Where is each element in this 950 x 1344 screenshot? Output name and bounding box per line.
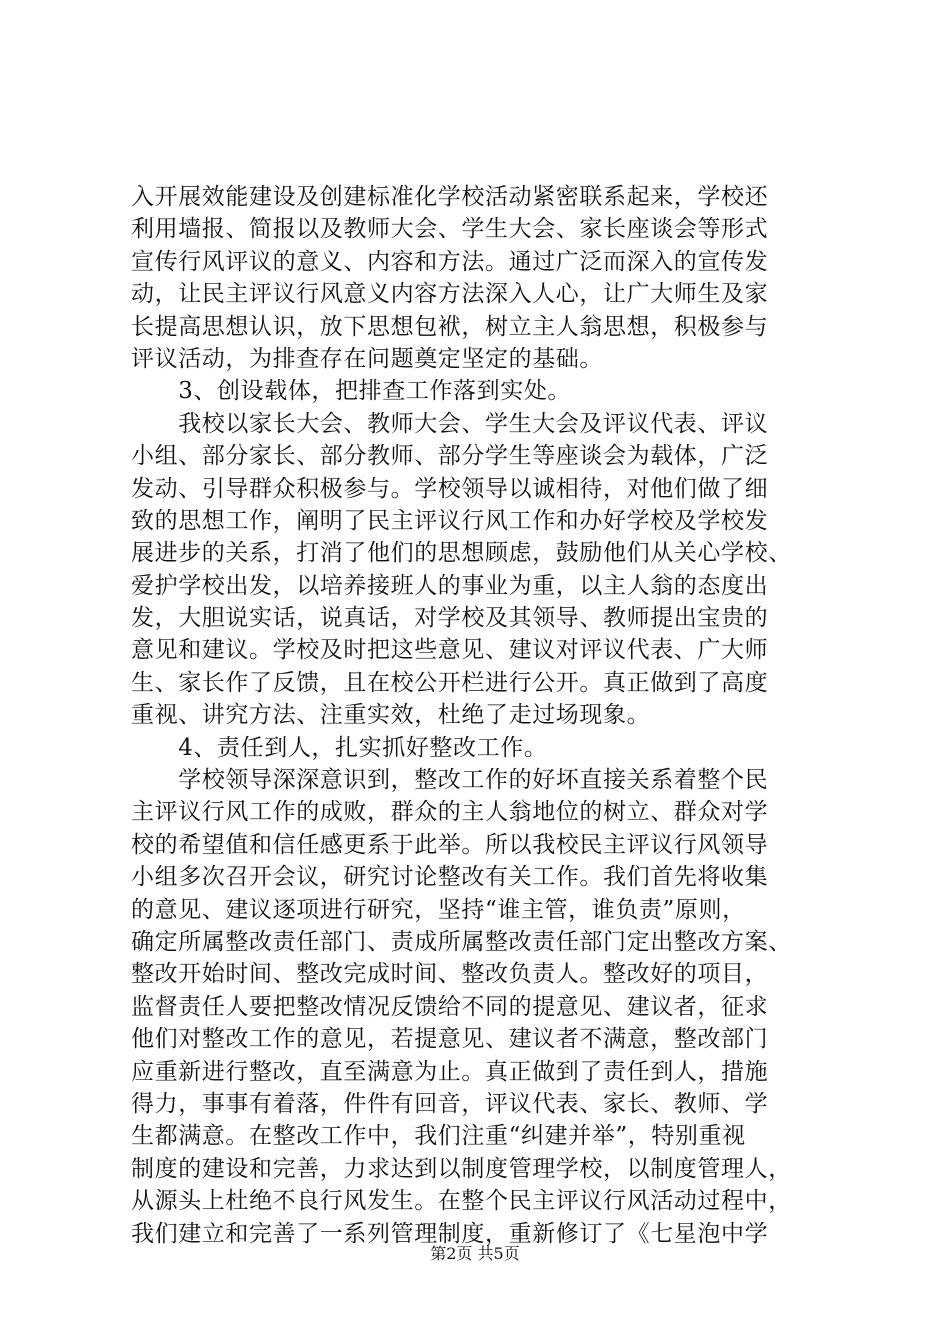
text-line: 3、创设载体，把排查工作落到实处。 (131, 378, 572, 405)
text-line: 我们建立和完善了一系列管理制度，重新修订了《七星泡中学 (131, 1220, 769, 1247)
text-line: 利用墙报、简报以及教师大会、学生大会、家长座谈会等形式 (131, 216, 769, 243)
text-line: 主评议行风工作的成败，群众的主人翁地位的树立、群众对学 (131, 799, 769, 826)
text-line: 得力，事事有着落，件件有回音，评议代表、家长、教师、学 (131, 1090, 769, 1117)
text-line: 意见和建议。学校及时把这些意见、建议对评议代表、广大师 (131, 637, 769, 664)
text-line: 他们对整改工作的意见，若提意见、建议者不满意，整改部门 (131, 1026, 769, 1053)
text-line: 展进步的关系，打消了他们的思想顾虑，鼓励他们从关心学校、 (131, 540, 792, 567)
text-line: 生都满意。在整改工作中，我们注重“纠建并举”，特别重视 (131, 1123, 746, 1150)
text-line: 校的希望值和信任感更系于此举。所以我校民主评议行风领导 (131, 831, 769, 858)
text-line: 发动、引导群众积极参与。学校领导以诚相待，对他们做了细 (131, 475, 769, 502)
text-line: 宣传行风评议的意义、内容和方法。通过广泛而深入的宣传发 (131, 248, 769, 275)
text-line: 我校以家长大会、教师大会、学生大会及评议代表、评议 (131, 410, 769, 437)
text-line: 小组多次召开会议，研究讨论整改有关工作。我们首先将收集 (131, 864, 769, 891)
text-line: 确定所属整改责任部门、责成所属整改责任部门定出整改方案、 (131, 928, 792, 955)
text-line: 重视、讲究方法、注重实效，杜绝了走过场现象。 (131, 702, 651, 729)
text-line: 发，大胆说实话，说真话，对学校及其领导、教师提出宝贵的 (131, 605, 769, 632)
text-line: 4、责任到人，扎实抓好整改工作。 (131, 734, 548, 761)
text-line: 监督责任人要把整改情况反馈给不同的提意见、建议者，征求 (131, 993, 769, 1020)
text-line: 动，让民主评议行风意义内容方法深入人心，让广大师生及家 (131, 281, 769, 308)
page-footer: 第2页 共5页 (430, 1244, 520, 1263)
text-line: 制度的建设和完善，力求达到以制度管理学校，以制度管理人， (131, 1155, 792, 1182)
text-line: 从源头上杜绝不良行风发生。在整个民主评议行风活动过程中， (131, 1188, 792, 1215)
text-line: 评议活动，为排查存在问题奠定坚定的基础。 (131, 345, 603, 372)
text-line: 应重新进行整改，直至满意为止。真正做到了责任到人，措施 (131, 1058, 769, 1085)
text-line: 致的思想工作，阐明了民主评议行风工作和办好学校及学校发 (131, 507, 769, 534)
text-line: 入开展效能建设及创建标准化学校活动紧密联系起来，学校还 (131, 184, 769, 210)
text-line: 长提高思想认识，放下思想包袱，树立主人翁思想，积极参与 (131, 313, 769, 340)
text-line: 整改开始时间、整改完成时间、整改负责人。整改好的项目， (131, 961, 769, 988)
body-text (131, 181, 843, 1250)
text-line: 生、家长作了反馈，且在校公开栏进行公开。真正做到了高度 (131, 669, 769, 696)
text-line: 学校领导深深意识到，整改工作的好坏直接关系着整个民 (131, 767, 769, 794)
text-line: 爱护学校出发，以培养接班人的事业为重，以主人翁的态度出 (131, 572, 769, 599)
text-line: 小组、部分家长、部分教师、部分学生等座谈会为载体，广泛 (131, 443, 769, 470)
text-line: 的意见、建议逐项进行研究，坚持“谁主管，谁负责”原则， (131, 896, 746, 923)
